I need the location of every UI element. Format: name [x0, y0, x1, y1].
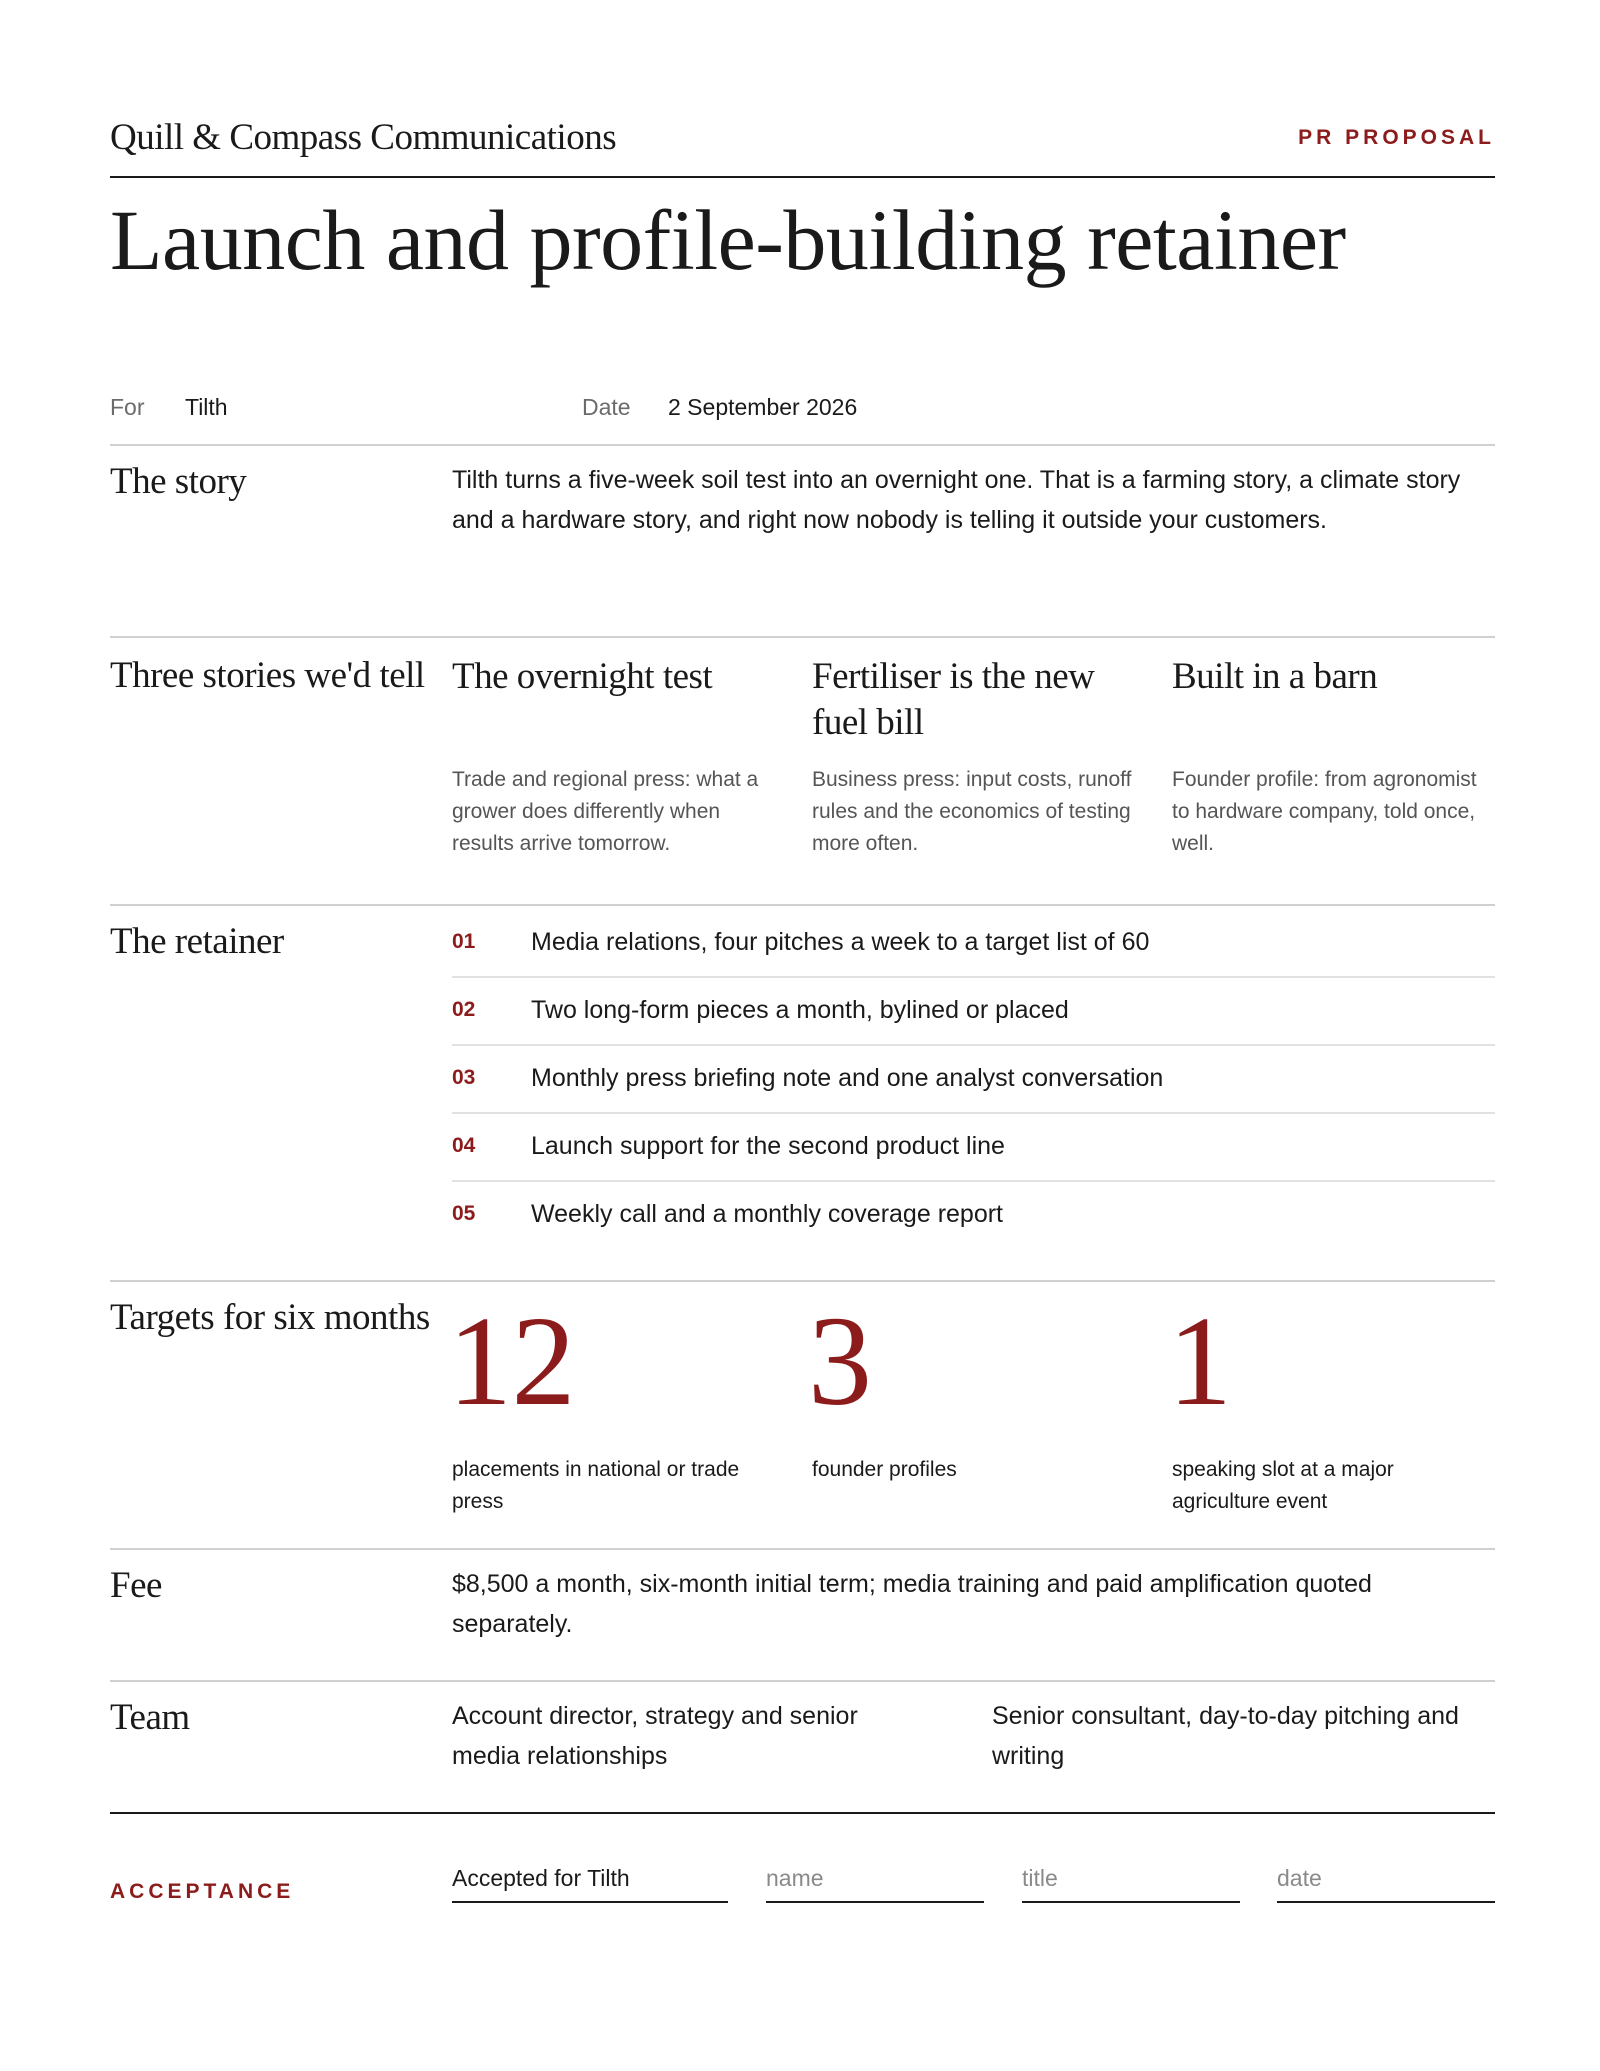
firm-name: Quill & Compass Communications	[110, 117, 617, 158]
story-label: The story	[110, 461, 247, 502]
retainer-list	[452, 910, 1495, 1248]
list-item-text: Weekly call and a monthly coverage report	[531, 1200, 1003, 1228]
targets-label: Targets for six months	[110, 1297, 430, 1338]
name-signature-field[interactable]: name	[766, 1855, 984, 1903]
targets-list	[448, 1290, 1495, 1536]
list-item	[452, 978, 1495, 1046]
target-description: placements in national or trade press	[452, 1458, 740, 1513]
list-item-number: 05	[452, 1202, 476, 1225]
story-section	[110, 446, 1495, 638]
list-item	[452, 1114, 1495, 1182]
proposal-page	[110, 0, 1495, 2071]
date-label: Date	[582, 394, 631, 420]
target-stat	[448, 1290, 772, 1513]
list-item-text: Two long-form pieces a month, bylined or placed	[531, 996, 1069, 1024]
document-type-label: PR PROPOSAL	[1298, 126, 1495, 149]
story-card-title: The overnight test	[452, 656, 713, 697]
story-card-description: Founder profile: from agronomist to hardware company, told once, well.	[1172, 768, 1477, 855]
target-stat	[1168, 1290, 1492, 1513]
target-value: 1	[1168, 1290, 1232, 1432]
list-item	[452, 1182, 1495, 1248]
for-label: For	[110, 394, 145, 420]
stories-section	[110, 638, 1495, 906]
target-value: 3	[808, 1290, 872, 1432]
client-name: Tilth	[185, 394, 228, 420]
story-card-description: Business press: input costs, runoff rules and the economics of testing more often.	[812, 768, 1132, 855]
target-value: 12	[448, 1290, 575, 1432]
title-signature-field[interactable]: title	[1022, 1855, 1240, 1903]
list-item	[452, 910, 1495, 978]
retainer-label: The retainer	[110, 921, 284, 962]
proposal-date: 2 September 2026	[668, 394, 858, 420]
targets-section	[110, 1282, 1495, 1550]
list-item-number: 01	[452, 930, 476, 953]
list-item-text: Launch support for the second product line	[531, 1132, 1005, 1160]
story-card	[1172, 654, 1492, 855]
masthead	[110, 112, 1495, 178]
target-description: speaking slot at a major agriculture event	[1172, 1458, 1394, 1513]
retainer-section	[110, 906, 1495, 1282]
story-card	[812, 654, 1132, 855]
fee-label: Fee	[110, 1565, 162, 1606]
team-member: Senior consultant, day-to-day pitching and writing	[992, 1702, 1459, 1770]
stories-label: Three stories we'd tell	[110, 655, 425, 696]
target-stat	[808, 1290, 1132, 1481]
list-item-number: 02	[452, 998, 476, 1021]
list-item-text: Monthly press briefing note and one analyst conversation	[531, 1064, 1164, 1092]
acceptance-label: ACCEPTANCE	[110, 1880, 295, 1903]
story-text: Tilth turns a five-week soil test into an overnight one. That is a farming story, a climate story and a hardware story, and right now nobody is telling it outside your customers.	[452, 466, 1461, 534]
list-item-number: 03	[452, 1066, 476, 1089]
stories-list	[452, 654, 1495, 894]
list-item	[452, 1046, 1495, 1114]
fee-section	[110, 1550, 1495, 1682]
fee-text: $8,500 a month, six-month initial term; media training and paid amplification quoted separately.	[452, 1570, 1372, 1638]
target-description: founder profiles	[812, 1458, 957, 1481]
list-item-text: Media relations, four pitches a week to a target list of 60	[531, 928, 1150, 956]
story-card	[452, 654, 772, 855]
team-member: Account director, strategy and senior media relationships	[452, 1702, 858, 1770]
accepted-for-line: Accepted for Tilth	[452, 1855, 728, 1903]
story-card-title: Fertiliser is the new fuel bill	[812, 656, 1095, 743]
page-title: Launch and profile-building retainer	[110, 192, 1346, 288]
meta-row	[110, 384, 1495, 446]
team-label: Team	[110, 1697, 190, 1738]
story-card-title: Built in a barn	[1172, 656, 1378, 697]
story-card-description: Trade and regional press: what a grower does differently when results arrive tomorrow.	[452, 768, 759, 855]
team-section	[110, 1682, 1495, 1814]
date-signature-field[interactable]: date	[1277, 1855, 1495, 1903]
list-item-number: 04	[452, 1134, 476, 1157]
team-list	[452, 1696, 1495, 1786]
